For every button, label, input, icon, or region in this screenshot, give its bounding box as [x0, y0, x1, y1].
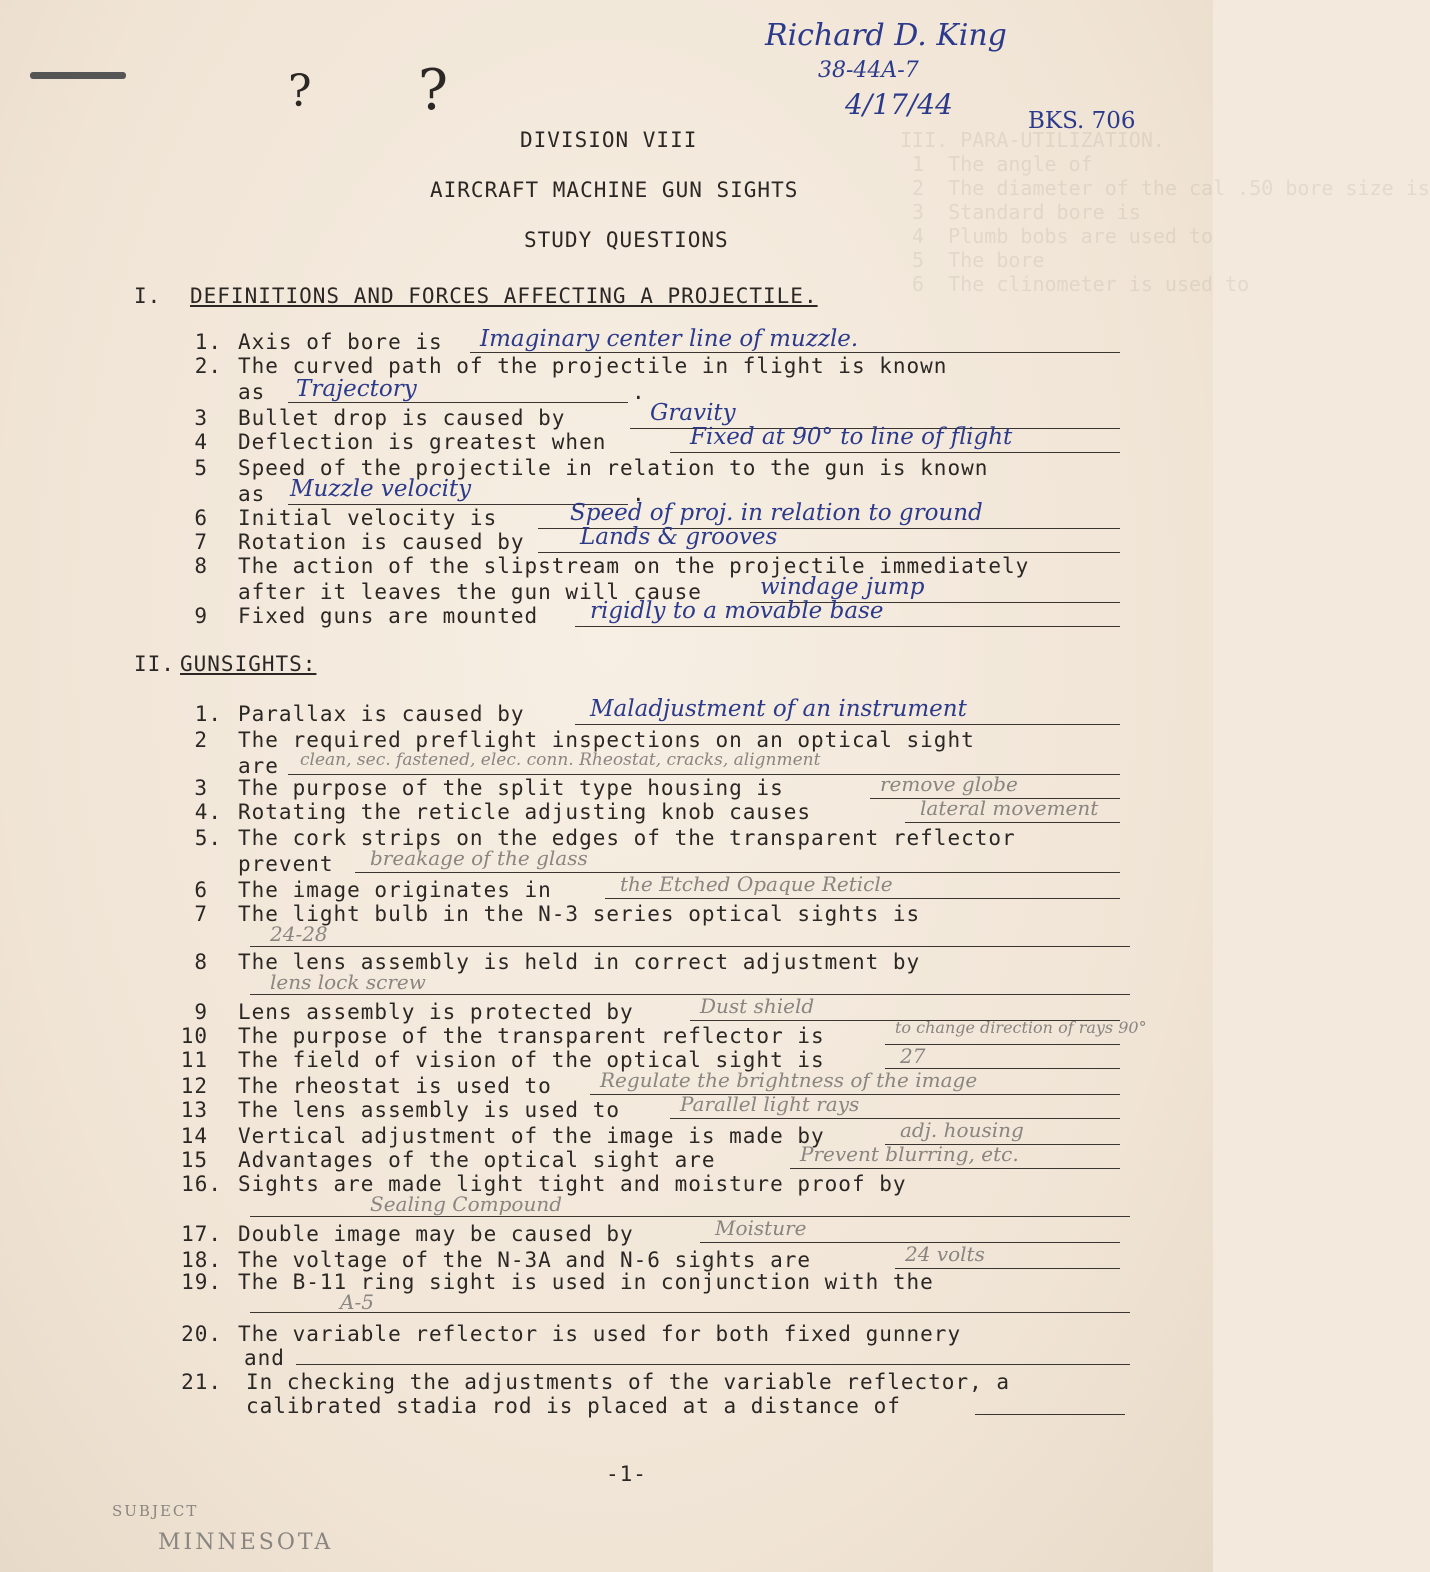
handwritten-answer: Lands & grooves	[580, 524, 778, 550]
question-number: 6	[194, 878, 208, 902]
question-number: 14	[180, 1124, 208, 1148]
question-text: The voltage of the N-3A and N-6 sights are	[238, 1248, 812, 1272]
question-number: 9	[194, 1000, 208, 1024]
question-text: Rotating the reticle adjusting knob causes	[238, 800, 812, 824]
pencil-answer: breakage of the glass	[370, 846, 588, 870]
question-number: 5.	[194, 826, 222, 850]
handwritten-answer: Maladjustment of an instrument	[590, 696, 967, 722]
handwritten-answer: windage jump	[760, 574, 925, 600]
answer-line	[288, 402, 628, 403]
annotation-barracks: BKS. 706	[1028, 108, 1136, 134]
pencil-answer: remove globe	[880, 772, 1018, 796]
pencil-answer: 27	[900, 1044, 926, 1068]
bleed-through-text: III. PARA-UTILIZATION. 1 The angle of 2 The diameter of the cal .50 bore size is 3 Standard bore is 4 Plumb bobs are used to 5 The bore 6 The clinometer is used to	[900, 128, 1430, 296]
answer-line	[250, 1216, 1130, 1217]
question-text: prevent	[238, 852, 334, 876]
answer-line	[538, 552, 1120, 553]
pencil-note: SUBJECT	[112, 1502, 199, 1520]
question-text: .	[632, 380, 646, 404]
question-number: 15	[180, 1148, 208, 1172]
pencil-answer: to change direction of rays 90°	[895, 1018, 1147, 1037]
pencil-answer: adj. housing	[900, 1118, 1024, 1142]
pencil-answer: 24-28	[270, 922, 328, 946]
question-text: as	[238, 380, 266, 404]
question-text: The lens assembly is held in correct adjustment by	[238, 950, 921, 974]
question-text: The variable reflector is used for both fixed gunnery	[238, 1322, 962, 1346]
question-number: 12	[180, 1074, 208, 1098]
question-number: 8	[194, 554, 208, 578]
pencil-answer: Regulate the brightness of the image	[600, 1068, 978, 1092]
question-number: 3	[194, 406, 208, 430]
margin-mark	[30, 72, 126, 79]
pencil-answer: Dust shield	[700, 994, 815, 1018]
answer-line	[905, 822, 1120, 823]
question-number: 2.	[194, 354, 222, 378]
question-number: 3	[194, 776, 208, 800]
question-number: 7	[194, 530, 208, 554]
pencil-answer: the Etched Opaque Reticle	[620, 872, 893, 896]
question-text: The light bulb in the N-3 series optical sights is	[238, 902, 921, 926]
handwritten-answer: Trajectory	[296, 376, 417, 402]
answer-line	[670, 452, 1120, 453]
section-numeral: II.	[134, 652, 175, 676]
question-text: Sights are made light tight and moisture proof by	[238, 1172, 907, 1196]
subject-title: AIRCRAFT MACHINE GUN SIGHTS	[430, 178, 799, 202]
answer-line	[470, 352, 1120, 353]
question-text: Vertical adjustment of the image is made by	[238, 1124, 825, 1148]
question-text: The image originates in	[238, 878, 552, 902]
question-text: as	[238, 482, 266, 506]
question-number: 8	[194, 950, 208, 974]
question-number: 4	[194, 430, 208, 454]
pencil-answer: lateral movement	[920, 796, 1099, 820]
question-number: 16.	[181, 1172, 222, 1196]
answer-line	[575, 724, 1120, 725]
question-text: Double image may be caused by	[238, 1222, 634, 1246]
annotation-date: 4/17/44	[845, 88, 953, 121]
question-text: Fixed guns are mounted	[238, 604, 539, 628]
answer-line	[605, 898, 1120, 899]
pencil-answer: lens lock screw	[270, 970, 426, 994]
pencil-answer: clean, sec. fastened, elec. conn. Rheostat, cracks, alignment	[300, 750, 821, 770]
question-text: and	[244, 1346, 285, 1370]
question-number: 18.	[181, 1248, 222, 1272]
answer-line	[296, 1364, 1130, 1365]
answer-line	[670, 1118, 1120, 1119]
question-text: Parallax is caused by	[238, 702, 525, 726]
question-number: 17.	[181, 1222, 222, 1246]
annotation-name: Richard D. King	[765, 18, 1007, 53]
question-number: 4.	[194, 800, 222, 824]
question-number: 20.	[181, 1322, 222, 1346]
question-number: 6	[194, 506, 208, 530]
question-number: 21.	[181, 1370, 222, 1394]
question-number: 2	[194, 728, 208, 752]
question-text: The action of the slipstream on the projectile immediately	[238, 554, 1030, 578]
question-text: after it leaves the gun will cause	[238, 580, 702, 604]
answer-line	[895, 1268, 1120, 1269]
answer-line	[250, 1312, 1130, 1313]
question-text: Advantages of the optical sight are	[238, 1148, 716, 1172]
section-title: GUNSIGHTS:	[180, 652, 317, 676]
question-text: In checking the adjustments of the variable reflector, a	[246, 1370, 1011, 1394]
question-text: Axis of bore is	[238, 330, 443, 354]
doc-type-title: STUDY QUESTIONS	[524, 228, 729, 252]
question-number: 5	[194, 456, 208, 480]
answer-line	[575, 626, 1120, 627]
question-number: 10	[180, 1024, 208, 1048]
pencil-answer: Sealing Compound	[370, 1192, 563, 1216]
question-text: The B-11 ring sight is used in conjunction with the	[238, 1270, 934, 1294]
state-note: MINNESOTA	[158, 1530, 334, 1555]
page-number: -1-	[606, 1462, 647, 1486]
question-text: Lens assembly is protected by	[238, 1000, 634, 1024]
question-text: The field of vision of the optical sight is	[238, 1048, 825, 1072]
question-number: 7	[194, 902, 208, 926]
answer-line	[790, 1168, 1120, 1169]
question-number: 13	[180, 1098, 208, 1122]
question-text: The purpose of the split type housing is	[238, 776, 784, 800]
answer-line	[250, 994, 1130, 995]
question-text: The purpose of the transparent reflector is	[238, 1024, 825, 1048]
question-number: 19.	[181, 1270, 222, 1294]
question-text: The lens assembly is used to	[238, 1098, 621, 1122]
pencil-answer: Parallel light rays	[680, 1092, 860, 1116]
handwritten-answer: Gravity	[650, 400, 736, 426]
question-text: Bullet drop is caused by	[238, 406, 566, 430]
question-text: Initial velocity is	[238, 506, 498, 530]
section-title: DEFINITIONS AND FORCES AFFECTING A PROJECTILE.	[190, 284, 818, 308]
question-text: .	[632, 482, 646, 506]
question-number: 9	[194, 604, 208, 628]
pencil-answer: 24 volts	[905, 1242, 985, 1266]
answer-line	[975, 1414, 1125, 1415]
question-number: 1.	[194, 702, 222, 726]
handwritten-answer: Fixed at 90° to line of flight	[690, 424, 1013, 450]
question-text: The cork strips on the edges of the transparent reflector	[238, 826, 1016, 850]
question-text: The curved path of the projectile in flight is known	[238, 354, 948, 378]
question-number: 1.	[194, 330, 222, 354]
question-text: Speed of the projectile in relation to the gun is known	[238, 456, 989, 480]
question-text: Deflection is greatest when	[238, 430, 607, 454]
question-number: 11	[180, 1048, 208, 1072]
division-title: DIVISION VIII	[520, 128, 698, 152]
pencil-answer: Prevent blurring, etc.	[800, 1142, 1019, 1166]
section-numeral: I.	[134, 284, 162, 308]
question-text: calibrated stadia rod is placed at a distance of	[246, 1394, 901, 1418]
question-text: The required preflight inspections on an optical sight	[238, 728, 975, 752]
question-text: The rheostat is used to	[238, 1074, 552, 1098]
question-text: Rotation is caused by	[238, 530, 525, 554]
handwritten-answer: Speed of proj. in relation to ground	[570, 500, 983, 526]
pencil-answer: A-5	[340, 1290, 374, 1314]
question-mark-icon: ?	[288, 66, 312, 117]
annotation-serial: 38-44A-7	[818, 58, 919, 83]
handwritten-answer: rigidly to a movable base	[590, 598, 884, 624]
question-text: are	[238, 754, 279, 778]
handwritten-answer: Muzzle velocity	[290, 476, 472, 502]
question-mark-icon: ?	[418, 58, 449, 123]
answer-line	[250, 946, 1130, 947]
handwritten-answer: Imaginary center line of muzzle.	[480, 326, 859, 352]
pencil-answer: Moisture	[715, 1216, 807, 1240]
